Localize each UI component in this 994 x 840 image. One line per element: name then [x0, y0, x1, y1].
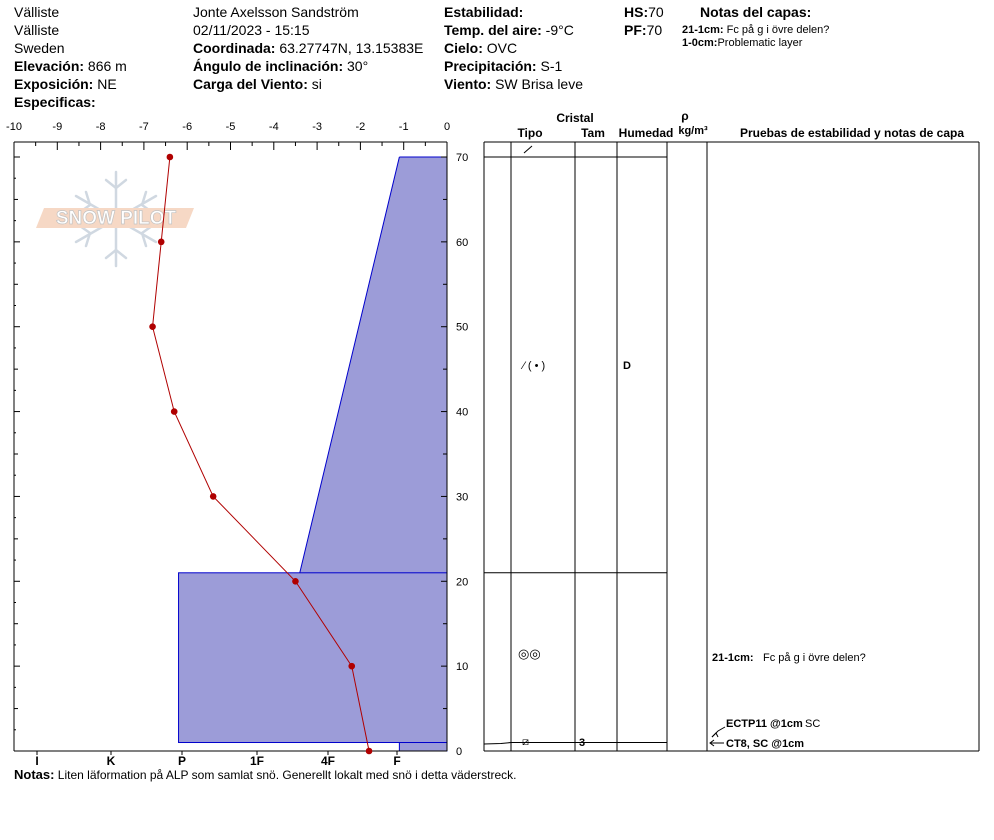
hardness-label: I [35, 754, 39, 768]
datetime: 02/11/2023 - 15:15 [193, 22, 310, 38]
coord-value: 63.27747N, 13.15383E [279, 40, 424, 56]
hs-value: 70 [648, 4, 664, 20]
temperature-point [292, 578, 299, 585]
coord-label: Coordinada: [193, 40, 276, 56]
grain-size-bottom: 3 [579, 737, 586, 749]
height-tick-label: 50 [456, 321, 469, 334]
temperature-point [348, 663, 355, 670]
hardness-profile [179, 157, 447, 751]
grain-type-upper: ⁄ ( • ) [523, 360, 546, 372]
temp-tick-label: -4 [268, 121, 279, 133]
surface-grain-icon [524, 146, 532, 153]
height-tick-label: 40 [456, 406, 469, 419]
temperature-point [210, 493, 217, 500]
air-temp-value: -9°C [545, 22, 574, 38]
size-header: Tam [581, 126, 605, 140]
hardness-label: P [177, 754, 187, 768]
hardness-layer-middle [179, 573, 447, 743]
elevation-label: Elevación: [14, 58, 85, 74]
temp-tick-label: -1 [398, 121, 409, 133]
location: Välliste [14, 4, 60, 20]
hardness-label: K [106, 754, 116, 768]
hs-label: HS: [624, 4, 649, 20]
height-tick-label: 20 [456, 576, 469, 589]
layer-connector-bottom [484, 743, 511, 744]
temperature-point [158, 239, 165, 246]
layer-note-2-text: Problematic layer [717, 37, 803, 49]
grain-type-bottom: ⧄ [522, 736, 529, 748]
density-unit: kg/m³ [678, 125, 708, 137]
temperature-point [149, 323, 156, 330]
hardness-layer-bottom [399, 743, 447, 751]
temp-tick-label: -7 [139, 121, 149, 133]
test-note-range: 21-1cm: [712, 652, 754, 664]
sky-value: OVC [486, 40, 518, 56]
exposure-value: NE [97, 76, 117, 92]
temperature-point [167, 154, 174, 161]
stability-test-1-arrowhead [712, 733, 718, 737]
notes [14, 768, 516, 782]
temp-tick-label: -2 [355, 121, 366, 133]
crystal-header: Cristal [556, 111, 594, 125]
wind-label: Viento: [444, 76, 492, 92]
moisture-header: Humedad [618, 126, 674, 140]
stability-test-1-name: ECTP11 @1cm [726, 718, 803, 730]
layer-note-1-range: 21-1cm: [682, 24, 724, 36]
wind-load-label: Carga del Viento: [193, 76, 308, 92]
wind-value: SW Brisa leve [495, 76, 584, 92]
hardness-label: 4F [320, 754, 336, 768]
temp-tick-label: -6 [182, 121, 193, 133]
logo-text: SNOW PILOT [55, 208, 177, 229]
specifics-label: Especificas: [14, 94, 96, 110]
sky-label: Cielo: [444, 40, 483, 56]
pf-label: PF: [624, 22, 647, 38]
stability-test-1-extra: SC [805, 718, 821, 730]
observer: Jonte Axelsson Sandström [193, 4, 359, 20]
hardness-layer-upper [300, 157, 447, 573]
pf-value: 70 [646, 22, 663, 38]
test-note-text: Fc på g i övre delen? [763, 652, 866, 664]
height-tick-label: 0 [456, 746, 463, 758]
slope-value: 30° [347, 58, 369, 74]
temperature-point [171, 408, 178, 415]
hardness-label: 1F [249, 754, 265, 768]
snowpilot-logo [36, 172, 194, 266]
temp-tick-label: -5 [225, 121, 236, 133]
exposure-label: Exposición: [14, 76, 94, 92]
temp-tick-label: -9 [52, 121, 63, 133]
notes-label: Notas: [14, 767, 55, 782]
density-symbol: ρ [681, 109, 689, 123]
stability-test-2-name: CT8, SC @1cm [726, 738, 804, 750]
height-tick-label: 30 [456, 491, 469, 504]
height-tick-label: 70 [456, 152, 469, 164]
precip-label: Precipitación: [444, 58, 537, 74]
hardness-label: F [393, 754, 401, 768]
height-tick-label: 60 [456, 236, 469, 249]
stability-label: Estabilidad: [444, 4, 524, 20]
elevation-value: 866 m [87, 58, 127, 74]
grain-type-middle: ◎◎ [518, 646, 541, 661]
temp-tick-label: -8 [95, 121, 106, 133]
slope-label: Ángulo de inclinación: [193, 58, 344, 74]
air-temp-label: Temp. del aire: [444, 22, 542, 38]
temperature-point [366, 748, 373, 755]
stratigraphy-table [484, 109, 979, 751]
layer-notes-title: Notas del capas: [700, 4, 812, 20]
region: Välliste [14, 22, 60, 38]
wind-load-value: si [311, 76, 322, 92]
temp-tick-label: -3 [312, 121, 322, 133]
layer-note-2-range: 1-0cm: [682, 37, 718, 49]
country: Sweden [14, 40, 65, 56]
tests-header: Pruebas de estabilidad y notas de capa [739, 126, 965, 140]
layer-note-1-text: Fc på g i övre delen? [726, 24, 830, 36]
temp-tick-label: -10 [6, 121, 22, 133]
notes-text: Liten läformation på ALP som samlat snö. Generellt lokalt med snö i detta väderstreck. [57, 768, 517, 782]
precip-value: S-1 [540, 58, 563, 74]
moisture-upper: D [623, 360, 631, 372]
temp-tick-label: 0 [443, 121, 451, 133]
type-header: Tipo [517, 126, 543, 140]
height-tick-label: 10 [456, 661, 469, 674]
